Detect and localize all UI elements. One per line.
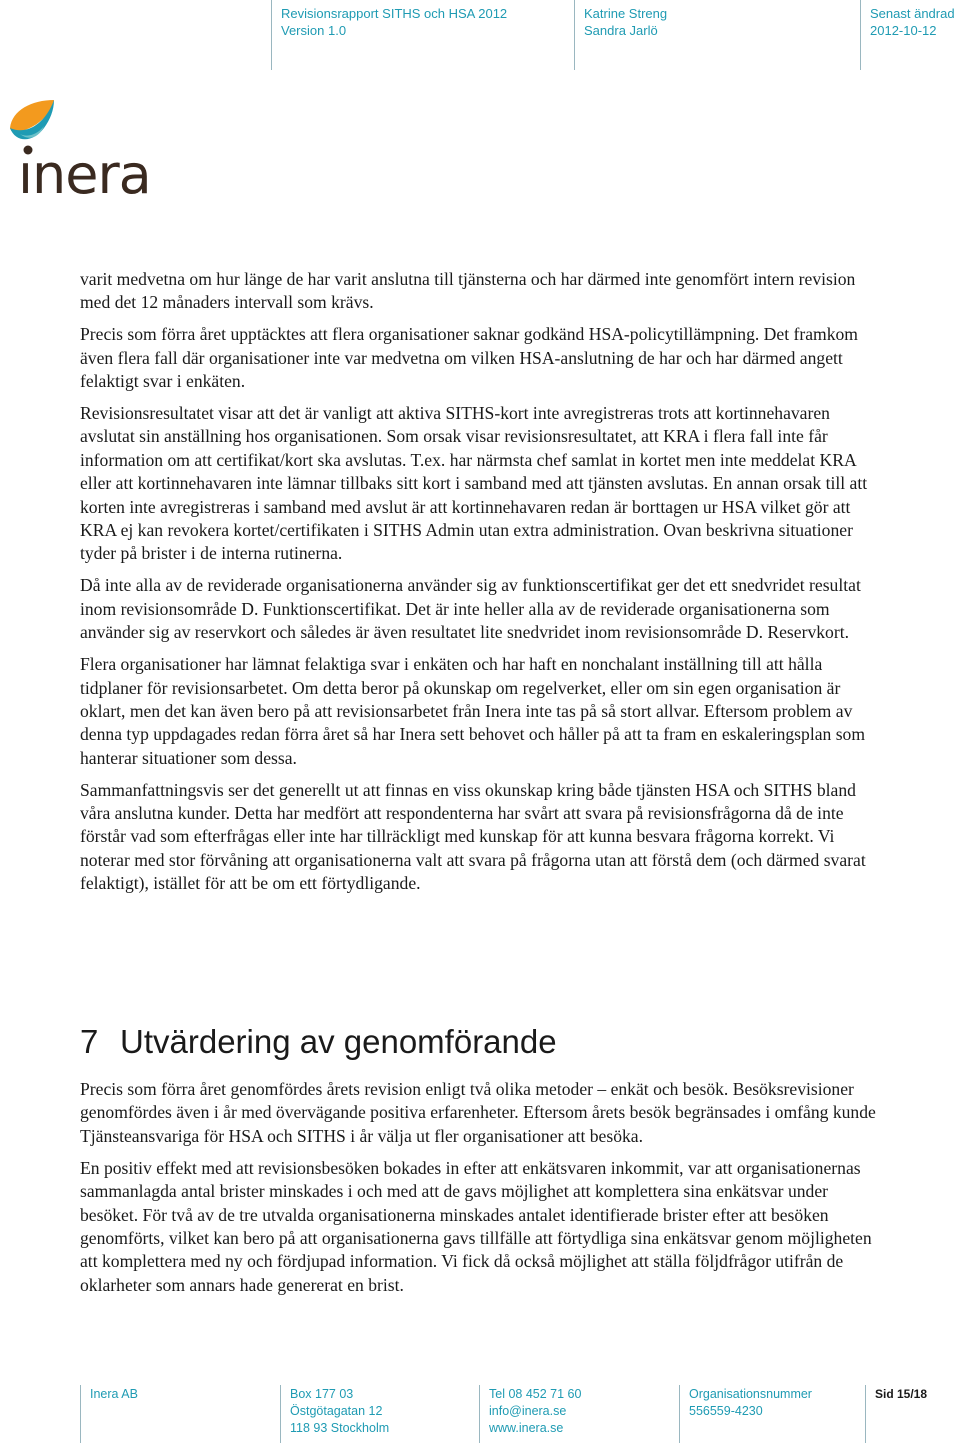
- section-heading: [80, 1020, 557, 1064]
- header-document-info: [271, 0, 571, 70]
- footer-contact: [479, 1385, 674, 1443]
- paragraph: varit medvetna om hur länge de har varit anslutna till tjänsterna och har därmed inte genomfört intern revision med det 12 månaders intervall som krävs.: [80, 269, 856, 313]
- footer-company: [80, 1385, 275, 1443]
- header-title: Revisionsrapport SITHS och HSA 2012: [281, 6, 508, 21]
- svg-text:ınera: ınera: [18, 143, 151, 198]
- footer-org-number: 556559-4230: [689, 1404, 763, 1418]
- inera-logo-mark: [6, 98, 168, 198]
- footer-box: Box 177 03: [290, 1387, 354, 1401]
- section-body-text: [80, 1078, 880, 1306]
- section-number: 7: [80, 1023, 99, 1060]
- footer-city: 118 93 Stockholm: [290, 1421, 390, 1435]
- paragraph: Sammanfattningsvis ser det generellt ut att finnas en viss okunskap kring både tjänsten HSA och SITHS bland våra anslutna kunder. Detta har medfört att respondenterna har svårt att svara på revisionsfrågorna då de inte förstår vad som efterfrågas eller inte har tillräckligt med kunskap för att kunna besvara frågorna korrekt. Vi noterar med stor förvåning att organisationerna valt att svara på frågorna utan att förstå dem (och därmed svarat felaktigt), istället för att be om ett förtydligande.: [80, 779, 866, 894]
- footer-web[interactable]: www.inera.se: [489, 1421, 564, 1435]
- footer-page: [865, 1385, 960, 1443]
- footer-tel: Tel 08 452 71 60: [489, 1387, 582, 1401]
- footer-street: Östgötagatan 12: [290, 1404, 383, 1418]
- footer-email[interactable]: info@inera.se: [489, 1404, 567, 1418]
- inera-logo: [6, 98, 168, 198]
- header-author-2: Sandra Jarlö: [584, 23, 658, 38]
- header-version: Version 1.0: [281, 23, 347, 38]
- body-text: [80, 268, 880, 904]
- paragraph: Revisionsresultatet visar att det är vanligt att aktiva SITHS-kort inte avregistreras trots att kortinnehavaren avslutat sin anställning hos organisationen. Som orsak visar revisionsresultatet, att KRA i flera fall inte får information om att certifikat/kort ska avslutas. T.ex. har närmsta chef samlat in kortet men inte meddelat KRA eller att kortinnehavaren inte lämnar tillbaks sitt kort i samband med att tjänsten avslutas. En annan orsak till att korten inte avregistreras i samband med avslut är att kortinnehavaren redan är borttagen ur HSA vilket gör att KRA ej kan revokera kortet/certifikaten i SITHS Admin utan extra administration. Ovan beskrivna situationer tyder på brister i de interna rutinerna.: [80, 403, 868, 564]
- paragraph: Precis som förra året upptäcktes att flera organisationer saknar godkänd HSA-policytillämpning. Det framkom även flera fall där organisationer inte var medvetna om vilken HSA-anslutning de har och har därmed angett felaktigt svar i enkäten.: [80, 324, 858, 392]
- paragraph: Då inte alla av de reviderade organisationerna använder sig av funktionscertifikat ger det ett snedvridet resultat inom revisionsområde D. Funktionscertifikat. Det är inte heller alla av de reviderade organisationerna som använder sig av reservkort och således är även resultatet lite snedvridet inom revisionsområde D. Reservkort.: [80, 575, 861, 643]
- paragraph: Precis som förra året genomfördes årets revision enligt två olika metoder – enkät och besök. Besöksrevisioner genomfördes även i år med övervägande positiva erfarenheter. Eftersom årets besök begränsades i omfång kunde Tjänsteansvariga för HSA och SITHS i år välja ut fler organisationer att besöka.: [80, 1079, 876, 1146]
- page-number: Sid 15/18: [875, 1387, 928, 1401]
- footer-address: [280, 1385, 475, 1443]
- footer-org: [679, 1385, 859, 1443]
- footer-company-name: Inera AB: [90, 1387, 138, 1401]
- header-changed-label: Senast ändrad: [870, 6, 955, 21]
- paragraph: Flera organisationer har lämnat felaktiga svar i enkäten och har haft en nonchalant inställning till att hålla tidplaner för revisionsarbetet. Om detta beror på okunskap om regelverket, eller om sin egen organisation är oklart, men det kan även bero på att revisionsarbetet från Inera inte tas på så stort allvar. Eftersom problem av denna typ uppdagades redan förra året så har Inera sett behovet och håller på att ta fram en eskaleringsplan som hanterar situationer som dessa.: [80, 654, 866, 768]
- footer-org-label: Organisationsnummer: [689, 1387, 812, 1401]
- header-author-1: Katrine Streng: [584, 6, 668, 21]
- paragraph: En positiv effekt med att revisionsbesöken bokades in efter att enkätsvaren inkommit, var att organisationernas sammanlagda antal brister minskades i och med att de gavs möjlighet att komplettera sina enkätsvar under besöket. För två av de tre utvalda organisationerna minskades antalet identifierade brister efter att besöken genomförts, vilket kan bero på att organisationerna gavs tillfälle att förtydliga sina enkätsvar genom möjligheten att komplettera med ny och fördjupad information. Vi fick då också möjlighet att ställa följdfrågor utifrån de oklarheter som annars hade genererat en brist.: [80, 1157, 872, 1295]
- header-changed: [860, 0, 960, 70]
- header-changed-date: 2012-10-12: [870, 23, 937, 38]
- header-authors: [574, 0, 854, 70]
- section-title: Utvärdering av genomförande: [120, 1023, 557, 1060]
